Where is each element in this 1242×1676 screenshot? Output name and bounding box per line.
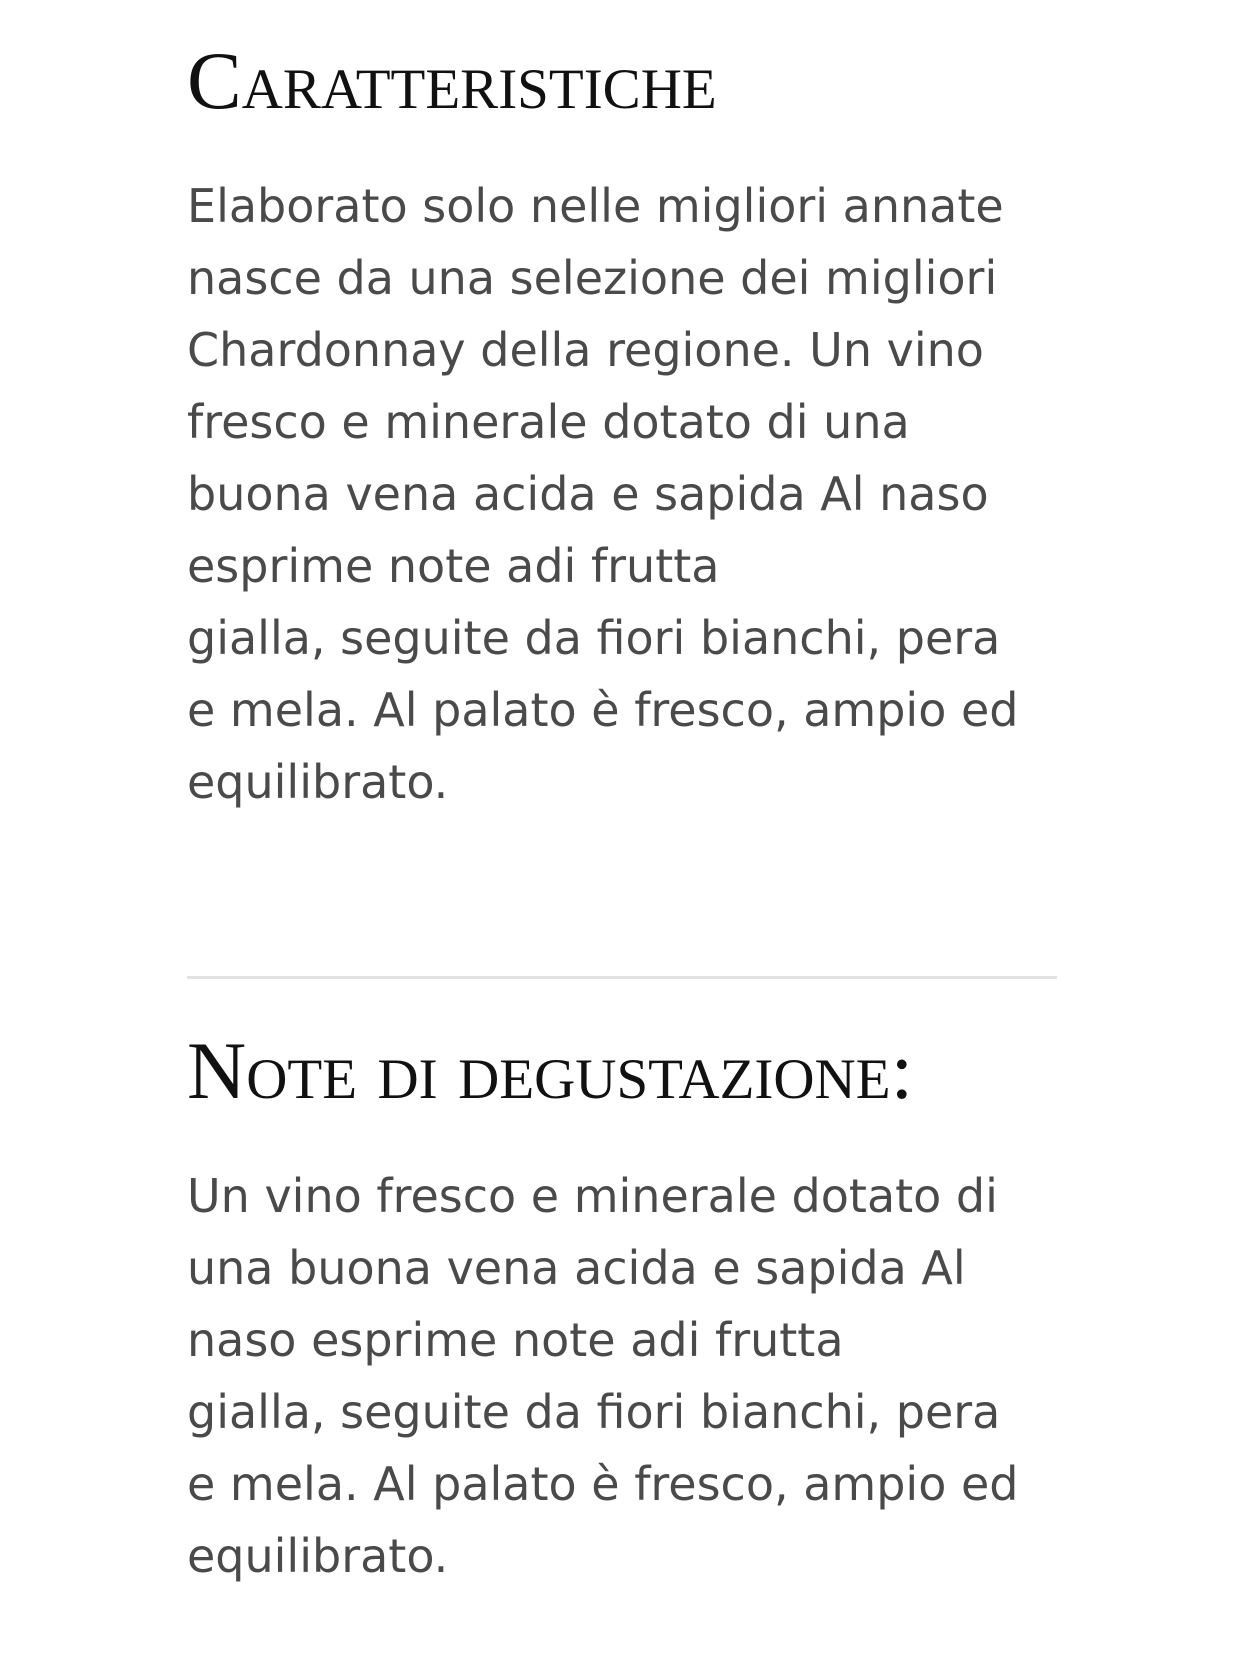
text-line: Elaborato solo nelle migliori annate bbox=[187, 179, 1004, 233]
caratteristiche-heading: Caratteristiche bbox=[187, 35, 717, 126]
text-line: Un vino fresco e minerale dotato di bbox=[187, 1169, 998, 1223]
text-line: fresco e minerale dotato di una bbox=[187, 395, 910, 449]
text-line: buona vena acida e sapida Al naso bbox=[187, 467, 989, 521]
text-line: naso esprime note adi frutta bbox=[187, 1313, 844, 1367]
text-line: gialla, seguite da fiori bianchi, pera bbox=[187, 611, 1001, 665]
caratteristiche-text bbox=[187, 170, 1057, 818]
caratteristiche-section bbox=[187, 35, 1057, 818]
text-line: gialla, seguite da fiori bianchi, pera bbox=[187, 1385, 1001, 1439]
text-line: Chardonnay della regione. Un vino bbox=[187, 323, 984, 377]
text-line: nasce da una selezione dei migliori bbox=[187, 251, 998, 305]
text-line: una buona vena acida e sapida Al bbox=[187, 1241, 966, 1295]
section-divider bbox=[187, 976, 1057, 979]
note-degustazione-text bbox=[187, 1160, 1057, 1592]
text-line: e mela. Al palato è fresco, ampio ed bbox=[187, 683, 1019, 737]
text-line: esprime note adi frutta bbox=[187, 539, 720, 593]
text-line: equilibrato. bbox=[187, 755, 449, 809]
note-degustazione-section bbox=[187, 1025, 1057, 1592]
note-degustazione-heading: Note di degustazione: bbox=[187, 1025, 914, 1116]
text-line: e mela. Al palato è fresco, ampio ed bbox=[187, 1457, 1019, 1511]
text-line: equilibrato. bbox=[187, 1529, 449, 1583]
